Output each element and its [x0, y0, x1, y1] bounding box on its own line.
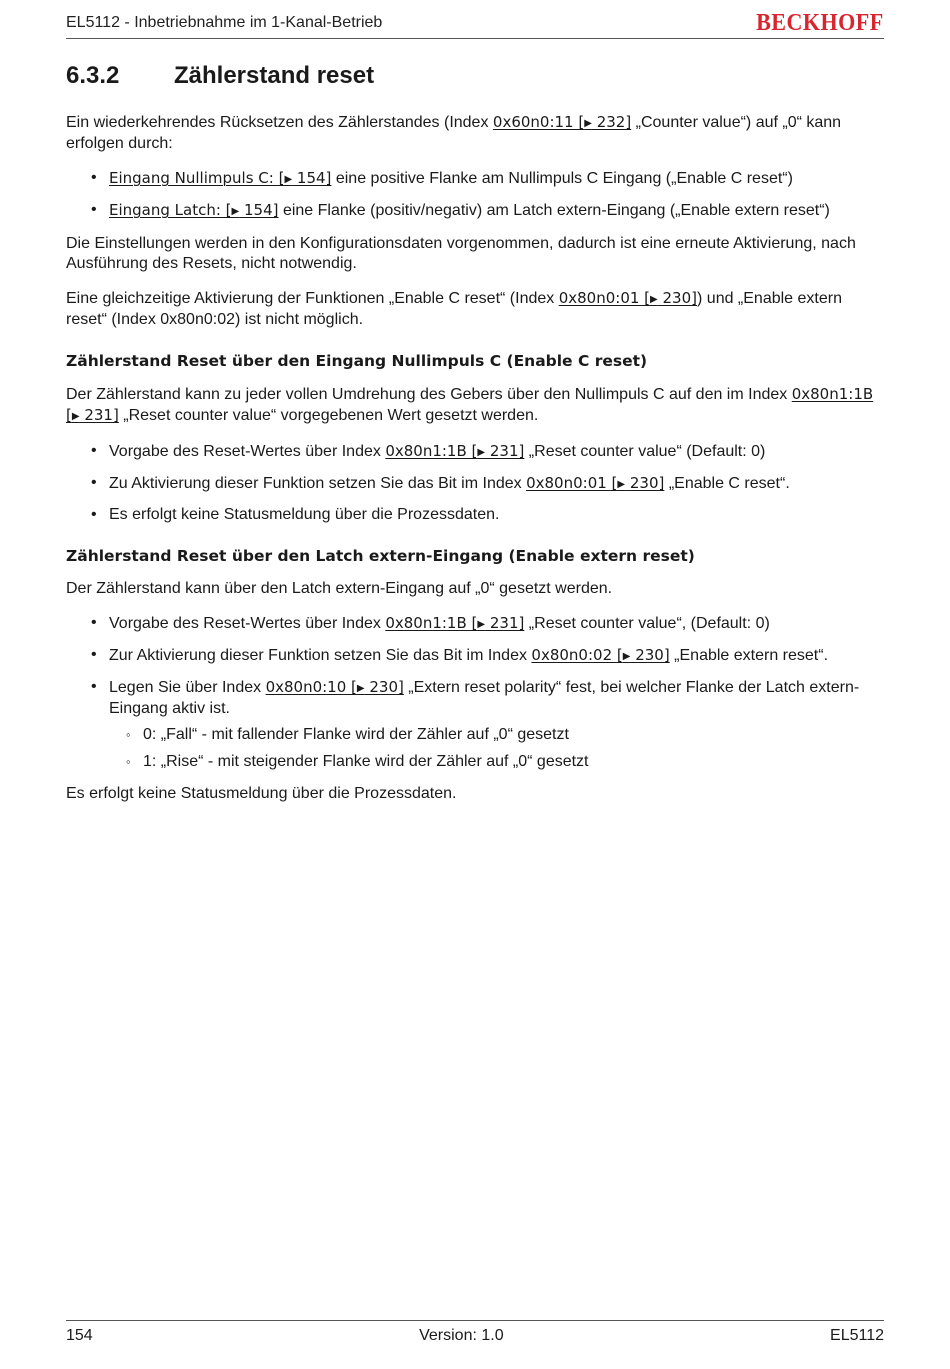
link-enable-c-reset[interactable]	[526, 474, 664, 492]
paragraph-text: Der Zählerstand kann zu jeder vollen Umdrehung des Gebers über den Nullimpuls C auf den im Index	[66, 386, 792, 403]
right-triangle-icon: ▶	[584, 118, 592, 129]
list-item-text: Es erfolgt keine Statusmeldung über die Prozessdaten.	[109, 506, 500, 523]
latch-list	[66, 613, 884, 772]
right-triangle-icon: ▶	[231, 206, 240, 217]
document-title: EL5112 - Inbetriebnahme im 1-Kanal-Betrieb	[66, 14, 383, 31]
link-page: 232]	[591, 113, 632, 131]
subheading-nullimpuls-c: Zählerstand Reset über den Eingang Nullimpuls C (Enable C reset)	[66, 352, 648, 370]
link-eingang-latch[interactable]	[109, 201, 279, 219]
list-item-text: eine positive Flanke am Nullimpuls C Eingang („Enable C reset“)	[331, 170, 793, 187]
page-content	[66, 62, 884, 818]
link-page: 154]	[292, 169, 332, 187]
link-text: 0x80n0:01 [	[558, 289, 651, 307]
link-page: 231]	[79, 406, 119, 424]
list-item	[66, 645, 884, 667]
link-extern-reset-polarity[interactable]	[266, 678, 404, 696]
list-item-text: Zur Aktivierung dieser Funktion setzen Sie das Bit im Index	[109, 647, 532, 664]
right-triangle-icon: ▶	[650, 294, 658, 305]
list-item-text: Vorgabe des Reset-Wertes über Index	[109, 615, 386, 632]
link-enable-c-reset-index[interactable]	[559, 289, 697, 307]
list-item	[66, 441, 884, 463]
list-item	[66, 613, 884, 635]
right-triangle-icon: ▶	[477, 619, 486, 630]
right-triangle-icon: ▶	[71, 411, 80, 422]
right-triangle-icon: ▶	[617, 479, 626, 490]
list-item	[66, 473, 884, 495]
link-eingang-nullimpuls-c[interactable]	[109, 169, 331, 187]
right-triangle-icon: ▶	[477, 447, 486, 458]
intro-text-end: „Counter value“) auf „0“ kann erfolgen durch:	[66, 114, 842, 152]
link-text: 0x60n0:11 [	[492, 113, 585, 131]
link-text: 0x80n0:01 [	[526, 474, 618, 492]
link-text: 0x80n1:1B [	[66, 385, 874, 424]
config-paragraph: Die Einstellungen werden in den Konfigurationsdaten vorgenommen, dadurch ist eine erneute Aktivierung, nach Ausführung des Resets, nicht notwendig.	[66, 235, 856, 272]
list-item-text: Legen Sie über Index	[109, 679, 266, 696]
section-heading	[66, 62, 884, 90]
link-page: 230]	[625, 474, 665, 492]
subheading-latch-extern: Zählerstand Reset über den Latch extern-Eingang (Enable extern reset)	[66, 547, 695, 565]
list-item	[66, 200, 884, 222]
nullimpuls-list	[66, 441, 884, 525]
list-item-text-end: „Enable extern reset“.	[669, 647, 829, 664]
link-text: 0x80n0:02 [	[531, 646, 623, 664]
link-page: 231]	[485, 614, 525, 632]
link-counter-value-index[interactable]	[493, 113, 631, 131]
paragraph-text-end: ) und „Enable extern reset“ (Index 0x80n0:02) ist nicht möglich.	[66, 290, 842, 328]
link-page: 230]	[364, 678, 404, 696]
list-item-text: Vorgabe des Reset-Wertes über Index	[109, 443, 386, 460]
page-header	[66, 8, 884, 39]
link-reset-counter-value[interactable]	[385, 614, 524, 632]
right-triangle-icon: ▶	[284, 174, 293, 185]
link-page: 154]	[239, 201, 279, 219]
link-page: 230]	[657, 289, 698, 307]
link-text: Eingang Nullimpuls C: [	[109, 169, 285, 187]
list-item	[66, 677, 884, 772]
section-title: Zählerstand reset	[174, 62, 375, 89]
page-footer	[66, 1320, 884, 1345]
simultaneous-paragraph	[66, 288, 884, 330]
paragraph-text-end: „Reset counter value“ vorgegebenen Wert gesetzt werden.	[118, 407, 539, 424]
intro-paragraph	[66, 112, 884, 154]
intro-text: Ein wiederkehrendes Rücksetzen des Zählerstandes (Index	[66, 114, 493, 131]
paragraph-text: Eine gleichzeitige Aktivierung der Funktionen „Enable C reset“ (Index	[66, 290, 559, 307]
list-item-text: eine Flanke (positiv/negativ) am Latch extern-Eingang („Enable extern reset“)	[278, 202, 830, 219]
list-item: ◦ 1: „Rise“ - mit steigender Flanke wird der Zähler auf „0“ gesetzt	[109, 752, 884, 772]
polarity-list	[109, 725, 884, 772]
link-reset-counter-value[interactable]	[385, 442, 524, 460]
nullimpuls-paragraph	[66, 384, 884, 427]
right-triangle-icon: ▶	[356, 683, 365, 694]
page-number: 154	[66, 1327, 93, 1344]
list-item: ◦ 0: „Fall“ - mit fallender Flanke wird der Zähler auf „0“ gesetzt	[109, 725, 884, 745]
list-item-text-end: „Reset counter value“, (Default: 0)	[524, 615, 770, 632]
reset-source-list	[66, 168, 884, 222]
list-item	[66, 505, 884, 525]
list-item-text-end: „Extern reset polarity“ fest, bei welcher Flanke der Latch extern-Eingang aktiv ist.	[109, 679, 860, 717]
list-item-text-end: „Enable C reset“.	[664, 475, 790, 492]
link-page: 230]	[630, 646, 670, 664]
closing-paragraph: Es erfolgt keine Statusmeldung über die Prozessdaten.	[66, 785, 457, 802]
link-text: 0x80n1:1B [	[385, 614, 478, 632]
list-item-text: Zu Aktivierung dieser Funktion setzen Sie das Bit im Index	[109, 475, 527, 492]
list-item-text-end: „Reset counter value“ (Default: 0)	[524, 443, 766, 460]
link-text: 0x80n0:10 [	[265, 678, 357, 696]
link-text: Eingang Latch: [	[109, 201, 232, 219]
link-text: 0x80n1:1B [	[385, 442, 478, 460]
beckhoff-logo: BECKHOFF	[756, 9, 884, 36]
list-item	[66, 168, 884, 190]
product-label: EL5112	[830, 1327, 884, 1344]
link-page: 231]	[485, 442, 525, 460]
right-triangle-icon: ▶	[622, 651, 631, 662]
section-number: 6.3.2	[66, 62, 120, 89]
version-label: Version: 1.0	[419, 1327, 504, 1344]
link-enable-extern-reset[interactable]	[531, 646, 669, 664]
latch-paragraph: Der Zählerstand kann über den Latch extern-Eingang auf „0“ gesetzt werden.	[66, 580, 613, 597]
